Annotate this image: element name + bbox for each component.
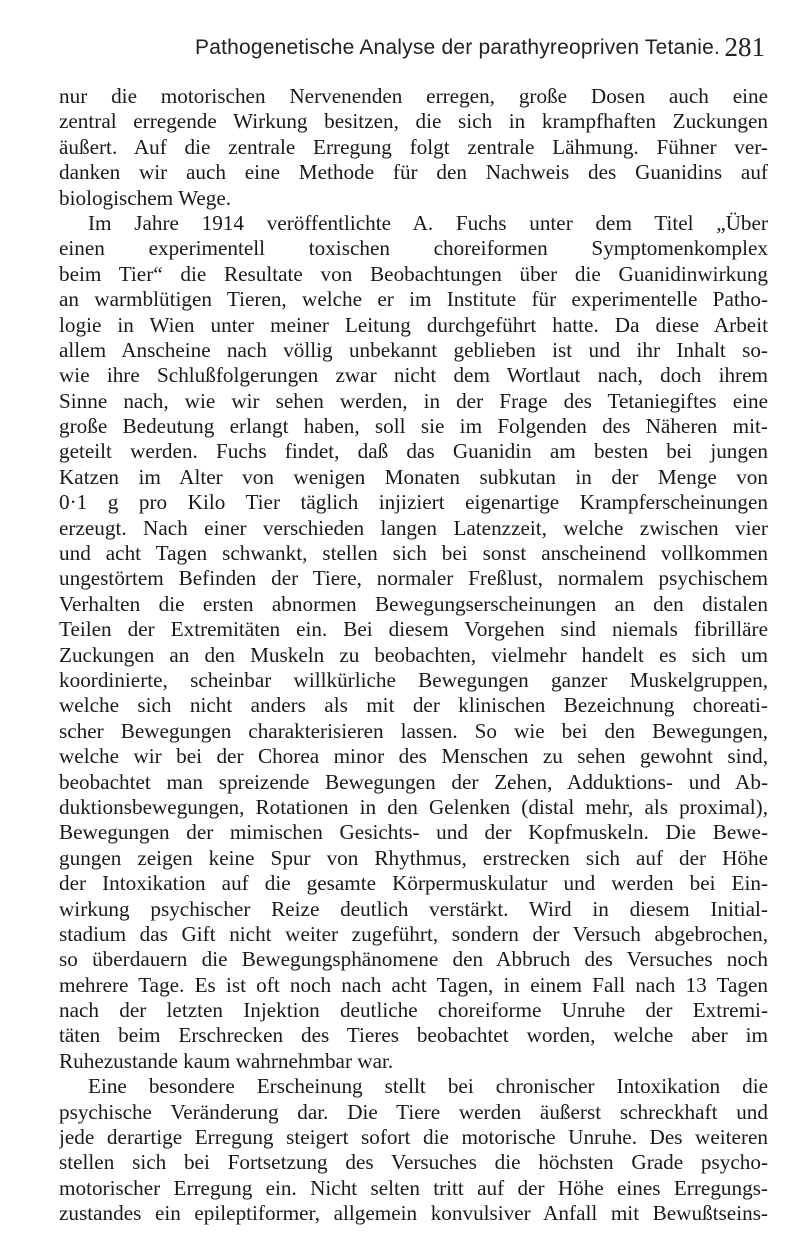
text-line: und acht Tagen schwankt, stellen sich bei sonst anscheinend vollkommen bbox=[59, 541, 768, 566]
page-header bbox=[195, 28, 765, 68]
text-line: Teilen der Extremitäten ein. Bei diesem Vorgehen sind niemals fibrilläre bbox=[59, 617, 768, 642]
text-line: psychische Veränderung dar. Die Tiere werden äußerst schreckhaft und bbox=[59, 1099, 768, 1124]
text-line: welche sich nicht anders als mit der klinischen Bezeichnung choreati- bbox=[59, 693, 768, 718]
text-line: nur die motorischen Nervenenden erregen, große Dosen auch eine bbox=[59, 84, 768, 108]
paragraph-end-line: Ruhezustande kaum wahrnehmbar war. bbox=[59, 1048, 394, 1073]
text-line: große Bedeutung erlangt haben, soll sie im Folgenden des Näheren mit- bbox=[59, 414, 768, 439]
text-line: welche wir bei der Chorea minor des Menschen zu sehen gewohnt sind, bbox=[59, 744, 768, 769]
text-line: wirkung psychischer Reize deutlich verstärkt. Wird in diesem Initial- bbox=[59, 896, 768, 921]
text-line: Sinne nach, wie wir sehen werden, in der Frage des Tetaniegiftes eine bbox=[59, 388, 768, 413]
text-line: der Intoxikation auf die gesamte Körpermuskulatur und werden bei Ein- bbox=[59, 871, 768, 896]
paragraph-start-line: Eine besondere Erscheinung stellt bei chronischer Intoxikation die bbox=[88, 1074, 768, 1099]
text-line: an warmblütigen Tieren, welche er im Institute für experimentelle Patho- bbox=[59, 287, 768, 312]
text-line: so überdauern die Bewegungsphänomene den Abbruch des Versuches noch bbox=[59, 947, 768, 972]
text-line: koordinierte, scheinbar willkürliche Bewegungen ganzer Muskelgruppen, bbox=[59, 667, 768, 692]
text-line: geteilt werden. Fuchs findet, daß das Guanidin am besten bei jungen bbox=[59, 439, 768, 464]
text-line: stellen sich bei Fortsetzung des Versuches die höchsten Grade psycho- bbox=[59, 1150, 768, 1175]
text-line: stadium das Gift nicht weiter zugeführt, sondern der Versuch abgebrochen, bbox=[59, 921, 768, 946]
text-line: Zuckungen an den Muskeln zu beobachten, vielmehr handelt es sich um bbox=[59, 642, 768, 667]
text-line: einen experimentell toxischen choreiformen Symptomenkomplex bbox=[59, 236, 768, 261]
text-line: beobachtet man spreizende Bewegungen der Zehen, Adduktions- und Ab- bbox=[59, 769, 768, 794]
text-line: äußert. Auf die zentrale Erregung folgt zentrale Lähmung. Fühner ver- bbox=[59, 134, 768, 159]
text-line: duktionsbewegungen, Rotationen in den Gelenken (distal mehr, als proximal), bbox=[59, 794, 768, 819]
text-line: jede derartige Erregung steigert sofort die motorische Unruhe. Des weiteren bbox=[59, 1125, 768, 1150]
text-line: ungestörtem Befinden der Tiere, normaler Freßlust, normalem psychischem bbox=[59, 566, 768, 591]
text-line: zentral erregende Wirkung besitzen, die sich in krampfhaften Zuckungen bbox=[59, 109, 768, 134]
text-line: logie in Wien unter meiner Leitung durchgeführt hatte. Da diese Arbeit bbox=[59, 312, 768, 337]
text-line: scher Bewegungen charakterisieren lassen. So wie bei den Bewegungen, bbox=[59, 718, 768, 743]
text-line: Bewegungen der mimischen Gesichts- und der Kopfmuskeln. Die Bewe- bbox=[59, 820, 768, 845]
text-line: wie ihre Schlußfolgerungen zwar nicht dem Wortlaut nach, doch ihrem bbox=[59, 363, 768, 388]
text-line: Verhalten die ersten abnormen Bewegungserscheinungen an den distalen bbox=[59, 591, 768, 616]
text-line: erzeugt. Nach einer verschieden langen Latenzzeit, welche zwischen vier bbox=[59, 515, 768, 540]
page-number: 281 bbox=[724, 32, 765, 62]
text-line: allem Anscheine nach völlig unbekannt geblieben ist und ihr Inhalt so- bbox=[59, 337, 768, 362]
text-line: beim Tier“ die Resultate von Beobachtungen über die Guanidinwirkung bbox=[59, 261, 768, 286]
running-title: Pathogenetische Analyse der parathyreopriven Tetanie. bbox=[195, 36, 721, 59]
text-line: täten beim Erschrecken des Tieres beobachtet worden, welche aber im bbox=[59, 1023, 768, 1048]
text-line: 0·1 g pro Kilo Tier täglich injiziert eigenartige Krampferscheinungen bbox=[59, 490, 768, 515]
paragraph-end-line: biologischem Wege. bbox=[59, 185, 232, 210]
text-line: Katzen im Alter von wenigen Monaten subkutan in der Menge von bbox=[59, 464, 768, 489]
text-line: zustandes ein epileptiformer, allgemein konvulsiver Anfall mit Bewußtseins- bbox=[59, 1201, 768, 1226]
text-line: nach der letzten Injektion deutliche choreiforme Unruhe der Extremi- bbox=[59, 998, 768, 1023]
body-text bbox=[59, 84, 768, 1234]
text-line: gungen zeigen keine Spur von Rhythmus, erstrecken sich auf der Höhe bbox=[59, 845, 768, 870]
text-line: mehrere Tage. Es ist oft noch nach acht Tagen, in einem Fall nach 13 Tagen bbox=[59, 972, 768, 997]
text-line: motorischer Erregung ein. Nicht selten tritt auf der Höhe eines Erregungs- bbox=[59, 1175, 768, 1200]
paragraph-start-line: Im Jahre 1914 veröffentlichte A. Fuchs unter dem Titel „Über bbox=[88, 210, 768, 235]
text-line: danken wir auch eine Methode für den Nachweis des Guanidins auf bbox=[59, 160, 768, 185]
